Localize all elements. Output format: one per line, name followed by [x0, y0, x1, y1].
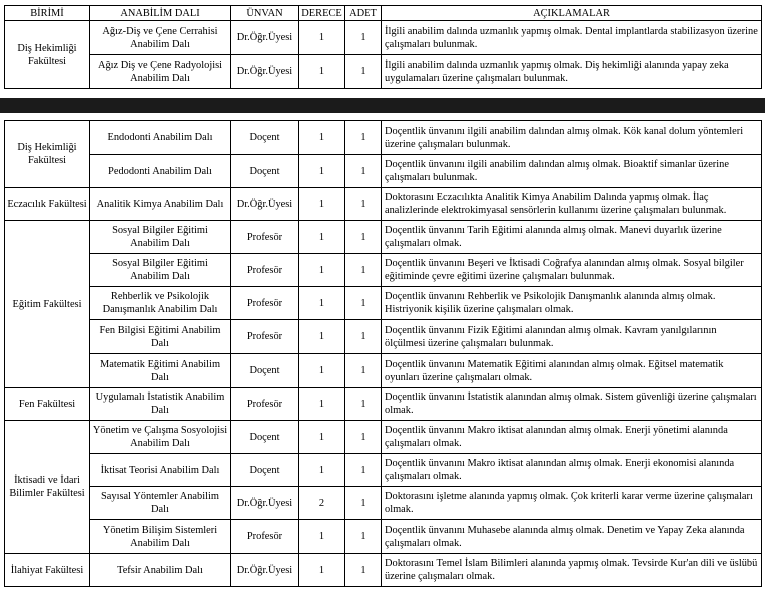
title-cell: Profesör	[231, 388, 299, 421]
unit-cell: Eğitim Fakültesi	[5, 221, 90, 388]
degree-cell: 1	[299, 121, 345, 155]
count-cell: 1	[345, 55, 382, 89]
table-row	[5, 454, 762, 487]
title-cell: Profesör	[231, 320, 299, 354]
count-cell: 1	[345, 354, 382, 388]
table-row	[5, 287, 762, 320]
description-cell: Doçentlik ünvanını Fizik Eğitimi alanından almış olmak. Kavram yanılgılarının ölçülmesi üzerine çalışmaları bulunmak.	[382, 320, 762, 354]
title-cell: Dr.Öğr.Üyesi	[231, 188, 299, 221]
description-cell: İlgili anabilim dalında uzmanlık yapmış olmak. Dental implantlarda stabilizasyon üzerine çalışmaları bulunmak.	[382, 21, 762, 55]
table-row	[5, 221, 762, 254]
count-cell: 1	[345, 254, 382, 287]
title-cell: Dr.Öğr.Üyesi	[231, 554, 299, 587]
degree-cell: 1	[299, 188, 345, 221]
title-cell: Dr.Öğr.Üyesi	[231, 55, 299, 89]
description-cell: Doktorasını Eczacılıkta Analitik Kimya Anabilim Dalında yapmış olmak. İlaç analizlerinde elektrokimyasal sensörlerin kullanımı üzerine çalışmaları bulunmak.	[382, 188, 762, 221]
description-cell: İlgili anabilim dalında uzmanlık yapmış olmak. Diş hekimliği alanında yapay zeka uygulamaları üzerine çalışmaları bulunmak.	[382, 55, 762, 89]
table-row	[5, 21, 762, 55]
degree-cell: 1	[299, 388, 345, 421]
table-row	[5, 354, 762, 388]
department-cell: Rehberlik ve Psikolojik Danışmanlık Anabilim Dalı	[90, 287, 231, 320]
degree-cell: 1	[299, 254, 345, 287]
title-cell: Profesör	[231, 520, 299, 554]
department-cell: Fen Bilgisi Eğitimi Anabilim Dalı	[90, 320, 231, 354]
staff-table-1	[4, 5, 762, 89]
count-cell: 1	[345, 520, 382, 554]
description-cell: Doçentlik ünvanını Matematik Eğitimi alanından almış olmak. Eğitsel matematik oyunları üzerine çalışmaları olmak.	[382, 354, 762, 388]
department-cell: Yönetim Bilişim Sistemleri Anabilim Dalı	[90, 520, 231, 554]
count-cell: 1	[345, 421, 382, 454]
title-cell: Dr.Öğr.Üyesi	[231, 21, 299, 55]
department-cell: Uygulamalı İstatistik Anabilim Dalı	[90, 388, 231, 421]
table-row	[5, 554, 762, 587]
unit-cell: Fen Fakültesi	[5, 388, 90, 421]
title-cell: Dr.Öğr.Üyesi	[231, 487, 299, 520]
degree-cell: 1	[299, 320, 345, 354]
department-cell: Ağız-Diş ve Çene Cerrahisi Anabilim Dalı	[90, 21, 231, 55]
department-cell: Yönetim ve Çalışma Sosyolojisi Anabilim Dalı	[90, 421, 231, 454]
department-cell: İktisat Teorisi Anabilim Dalı	[90, 454, 231, 487]
table-row	[5, 121, 762, 155]
title-cell: Profesör	[231, 254, 299, 287]
title-cell: Doçent	[231, 454, 299, 487]
count-cell: 1	[345, 487, 382, 520]
degree-cell: 1	[299, 21, 345, 55]
table-row	[5, 388, 762, 421]
header-title: ÜNVAN	[231, 6, 299, 21]
degree-cell: 1	[299, 221, 345, 254]
title-cell: Doçent	[231, 121, 299, 155]
count-cell: 1	[345, 454, 382, 487]
department-cell: Sosyal Bilgiler Eğitimi Anabilim Dalı	[90, 254, 231, 287]
department-cell: Sosyal Bilgiler Eğitimi Anabilim Dalı	[90, 221, 231, 254]
count-cell: 1	[345, 320, 382, 354]
unit-cell: İlahiyat Fakültesi	[5, 554, 90, 587]
description-cell: Doçentlik ünvanını ilgili anabilim dalından almış olmak. Bioaktif simanlar üzerine çalışmaları bulunmak.	[382, 155, 762, 188]
count-cell: 1	[345, 155, 382, 188]
header-department: ANABİLİM DALI	[90, 6, 231, 21]
department-cell: Pedodonti Anabilim Dalı	[90, 155, 231, 188]
table-row	[5, 421, 762, 454]
degree-cell: 1	[299, 155, 345, 188]
count-cell: 1	[345, 388, 382, 421]
degree-cell: 1	[299, 520, 345, 554]
department-cell: Endodonti Anabilim Dalı	[90, 121, 231, 155]
department-cell: Matematik Eğitimi Anabilim Dalı	[90, 354, 231, 388]
title-cell: Doçent	[231, 354, 299, 388]
unit-cell: İktisadi ve İdari Bilimler Fakültesi	[5, 421, 90, 554]
description-cell: Doçentlik ünvanını Makro iktisat alanından almış olmak. Enerji ekonomisi alanında çalışmaları olmak.	[382, 454, 762, 487]
department-cell: Analitik Kimya Anabilim Dalı	[90, 188, 231, 221]
title-cell: Profesör	[231, 287, 299, 320]
count-cell: 1	[345, 188, 382, 221]
degree-cell: 1	[299, 421, 345, 454]
title-cell: Doçent	[231, 155, 299, 188]
description-cell: Doçentlik ünvanını ilgili anabilim dalından almış olmak. Kök kanal dolum yöntemleri üzerine çalışmaları bulunmak.	[382, 121, 762, 155]
header-row	[5, 6, 762, 21]
department-cell: Sayısal Yöntemler Anabilim Dalı	[90, 487, 231, 520]
description-cell: Doktorasını Temel İslam Bilimleri alanında yapmış olmak. Tevsirde Kur'an dili ve üslübü üzerine çalışmaları olmak.	[382, 554, 762, 587]
header-count: ADET	[345, 6, 382, 21]
section-divider	[0, 98, 765, 113]
staff-table-2	[4, 120, 762, 587]
description-cell: Doçentlik ünvanını Rehberlik ve Psikolojik Danışmanlık alanında almış olmak. Histriyonik kişilik üzerine çalışmaları olmak.	[382, 287, 762, 320]
department-cell: Tefsir Anabilim Dalı	[90, 554, 231, 587]
unit-cell: Diş Hekimliği Fakültesi	[5, 121, 90, 188]
header-unit: BİRİMİ	[5, 6, 90, 21]
table-row	[5, 188, 762, 221]
description-cell: Doçentlik ünvanını Beşeri ve İktisadi Coğrafya alanından almış olmak. Sosyal bilgiler eğitiminde çevre eğitimi üzerine çalışmaları bulunmak.	[382, 254, 762, 287]
degree-cell: 1	[299, 354, 345, 388]
description-cell: Doçentlik ünvanını Muhasebe alanında almış olmak. Denetim ve Yapay Zeka alanında çalışmaları olmak.	[382, 520, 762, 554]
description-cell: Doçentlik ünvanını Tarih Eğitimi alanında almış olmak. Manevi duyarlık üzerine çalışmaları olmak.	[382, 221, 762, 254]
header-degree: DERECE	[299, 6, 345, 21]
count-cell: 1	[345, 221, 382, 254]
title-cell: Doçent	[231, 421, 299, 454]
description-cell: Doçentlik ünvanını İstatistik alanından almış olmak. Sistem güvenliği üzerine çalışmaları olmak.	[382, 388, 762, 421]
table-row	[5, 254, 762, 287]
unit-cell: Diş Hekimliği Fakültesi	[5, 21, 90, 89]
unit-cell: Eczacılık Fakültesi	[5, 188, 90, 221]
description-cell: Doçentlik ünvanını Makro iktisat alanından almış olmak. Enerji yönetimi alanında çalışmaları olmak.	[382, 421, 762, 454]
degree-cell: 1	[299, 287, 345, 320]
description-cell: Doktorasını işletme alanında yapmış olmak. Çok kriterli karar verme üzerine çalışmaları olmak.	[382, 487, 762, 520]
header-description: AÇIKLAMALAR	[382, 6, 762, 21]
table-row	[5, 155, 762, 188]
degree-cell: 1	[299, 55, 345, 89]
count-cell: 1	[345, 287, 382, 320]
count-cell: 1	[345, 121, 382, 155]
table-row	[5, 487, 762, 520]
table-row	[5, 520, 762, 554]
degree-cell: 2	[299, 487, 345, 520]
table-row	[5, 55, 762, 89]
degree-cell: 1	[299, 454, 345, 487]
degree-cell: 1	[299, 554, 345, 587]
department-cell: Ağız Diş ve Çene Radyolojisi Anabilim Dalı	[90, 55, 231, 89]
count-cell: 1	[345, 21, 382, 55]
title-cell: Profesör	[231, 221, 299, 254]
table-row	[5, 320, 762, 354]
count-cell: 1	[345, 554, 382, 587]
